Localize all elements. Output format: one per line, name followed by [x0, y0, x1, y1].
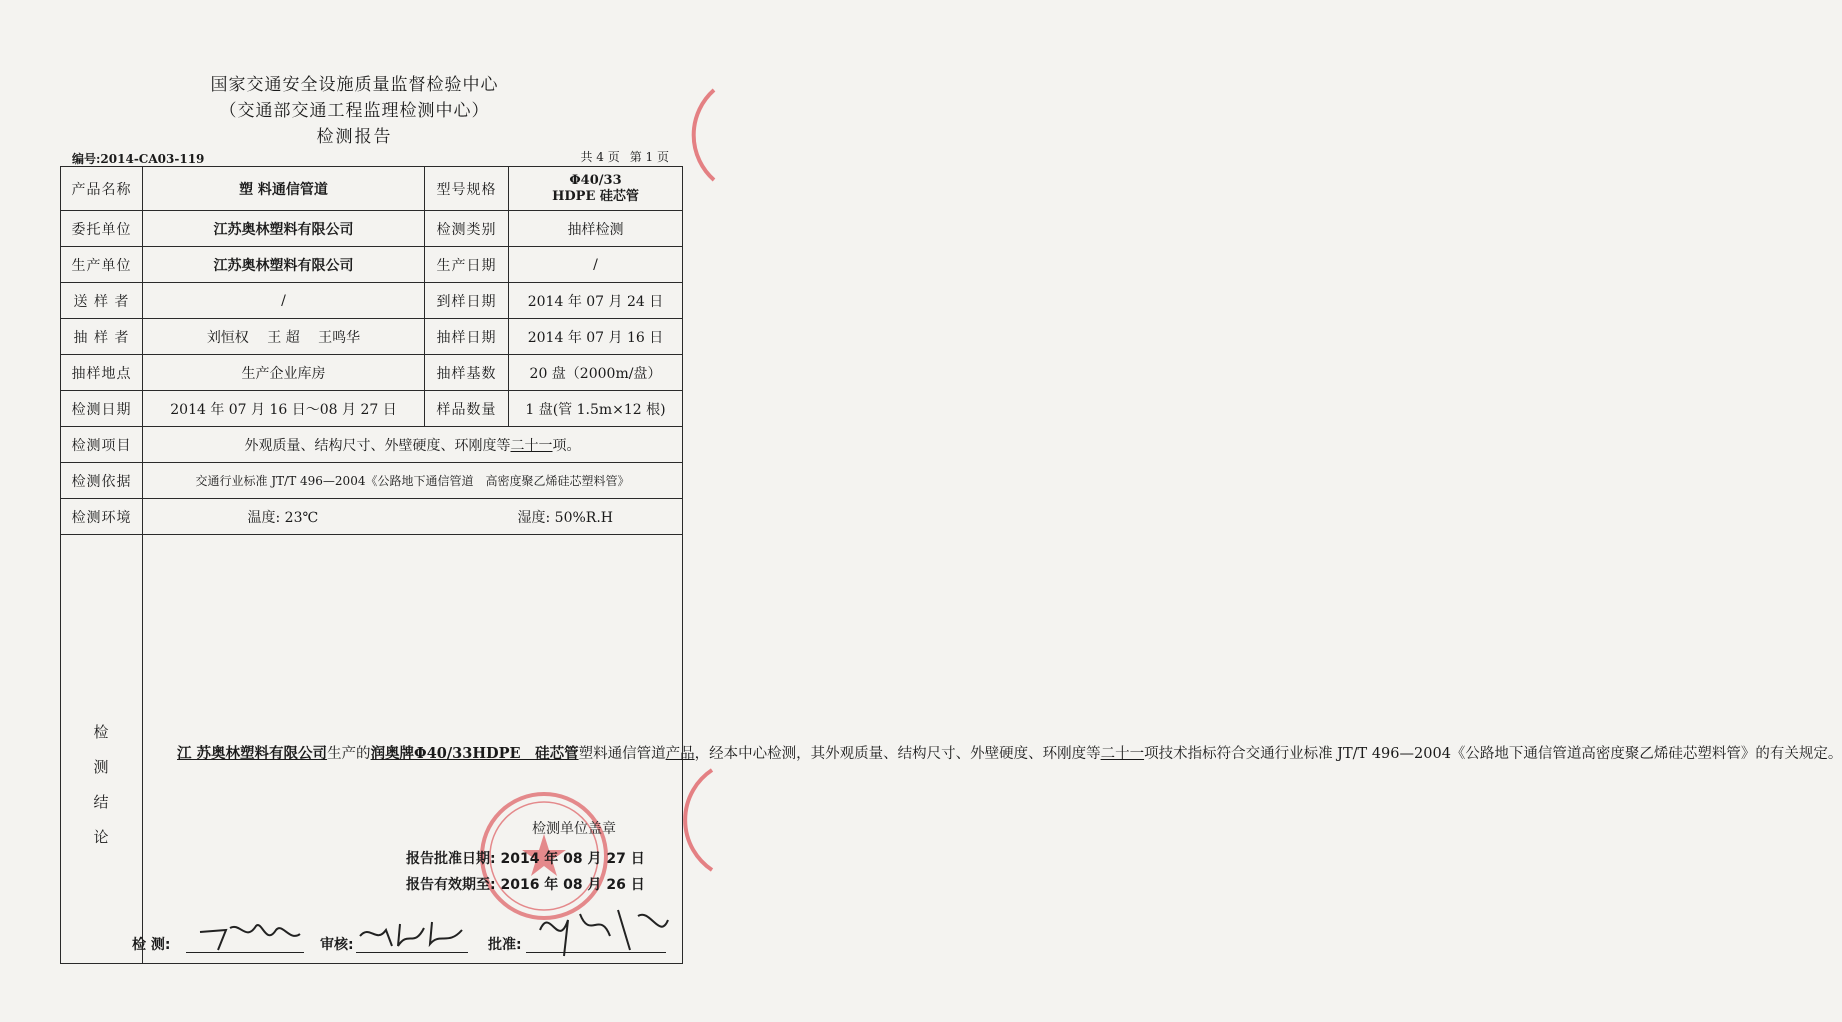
conclusion-text3: ，经本中心检测，其外观质量、结构尺寸、外壁硬度、环刚度等 — [694, 746, 1101, 762]
approver-signature — [534, 900, 674, 960]
conclusion-char-4: 论 — [93, 828, 110, 846]
reviewer-label: 审核: — [320, 937, 354, 953]
conclusion-char-2: 测 — [93, 758, 110, 776]
temperature: 温度: 23℃ — [247, 509, 319, 526]
conclusion-text4: 项技术指标符合交通行业标准 JT/T 496—2004《公路地下通信管道高密度聚乙烯硅芯塑料管》的有关规定。 — [1144, 746, 1842, 762]
title-report: 检测报告 — [316, 127, 393, 147]
sampling-base-value: 20 盘（2000m/盘） — [509, 355, 683, 391]
title-institution: 国家交通安全设施质量监督检验中心 — [210, 75, 499, 95]
producer-label: 生产单位 — [61, 247, 143, 283]
approval-date: 报告批准日期: 2014 年 08 月 27 日 — [406, 851, 645, 867]
report-number: 编号:2014-CA03-119 — [72, 152, 205, 166]
model-line2: HDPE 硅芯管 — [552, 188, 639, 204]
sampling-place-label: 抽样地点 — [61, 355, 143, 391]
items-value — [143, 427, 683, 463]
sample-qty-value: 1 盘(管 1.5m×12 根) — [509, 391, 683, 427]
conclusion-count: 二十一 — [1100, 746, 1145, 762]
basis-value: 交通行业标准 JT/T 496—2004《公路地下通信管道 高密度聚乙烯硅芯塑料管》 — [143, 463, 683, 499]
edge-stamp-bottom — [682, 770, 722, 870]
items-suffix: 项。 — [552, 437, 581, 454]
test-date-value: 2014 年 07 月 16 日～08 月 27 日 — [143, 391, 425, 427]
approver-label: 批准: — [488, 937, 522, 953]
total-pages: 共 4 页 — [580, 150, 620, 164]
sampling-date-value: 2014 年 07 月 16 日 — [509, 319, 683, 355]
validity-date: 报告有效期至: 2016 年 08 月 26 日 — [406, 877, 645, 893]
conclusion-text1: 生产的 — [327, 746, 371, 762]
product-name-value: 塑 料通信管道 — [143, 167, 425, 211]
sampling-base-label: 抽样基数 — [425, 355, 509, 391]
reviewer-signature — [356, 910, 468, 954]
model-label: 型号规格 — [425, 167, 509, 211]
sample-qty-label: 样品数量 — [425, 391, 509, 427]
seal-caption: 检测单位盖章 — [532, 821, 616, 837]
conclusion-company: 江 苏奥林塑料有限公司 — [177, 745, 328, 762]
producer-value: 江苏奥林塑料有限公司 — [143, 247, 425, 283]
basis-label: 检测依据 — [61, 463, 143, 499]
title-subinstitution: （交通部交通工程监理检测中心） — [219, 101, 490, 121]
env-label: 检测环境 — [61, 499, 143, 535]
client-label: 委托单位 — [61, 211, 143, 247]
sampler-label: 抽 样 者 — [61, 319, 143, 355]
conclusion-product-word: 产品 — [665, 746, 695, 762]
prod-date-value: / — [509, 247, 683, 283]
conclusion-text2: 塑料通信管道 — [578, 746, 666, 762]
conclusion-brand: 润奥牌Φ40/33HDPE 硅芯管 — [370, 745, 579, 762]
items-text: 外观质量、结构尺寸、外壁硬度、环刚度等 — [244, 437, 511, 454]
current-page: 第 1 页 — [629, 150, 669, 164]
model-value — [509, 167, 683, 211]
arrival-date-value: 2014 年 07 月 24 日 — [509, 283, 683, 319]
tester-signature — [196, 912, 306, 956]
sampler-value: 刘恒权 王 超 王鸣华 — [143, 319, 425, 355]
prod-date-label: 生产日期 — [425, 247, 509, 283]
arrival-date-label: 到样日期 — [425, 283, 509, 319]
sampling-date-label: 抽样日期 — [425, 319, 509, 355]
model-line1: Φ40/33 — [569, 172, 622, 188]
product-name-label: 产品名称 — [61, 167, 143, 211]
humidity: 湿度: 50%R.H — [517, 509, 613, 526]
items-count: 二十一 — [510, 437, 553, 454]
sampling-place-value: 生产企业库房 — [143, 355, 425, 391]
conclusion-char-1: 检 — [93, 723, 110, 741]
page-count — [570, 148, 669, 165]
conclusion-label — [61, 535, 143, 964]
items-label: 检测项目 — [61, 427, 143, 463]
client-value: 江苏奥林塑料有限公司 — [143, 211, 425, 247]
tester-label: 检 测: — [132, 937, 171, 953]
conclusion-char-3: 结 — [93, 793, 110, 811]
sender-label: 送 样 者 — [61, 283, 143, 319]
sender-value: / — [143, 283, 425, 319]
edge-stamp-top — [684, 90, 724, 180]
env-value — [143, 499, 683, 535]
test-date-label: 检测日期 — [61, 391, 143, 427]
test-type-value: 抽样检测 — [509, 211, 683, 247]
test-type-label: 检测类别 — [425, 211, 509, 247]
